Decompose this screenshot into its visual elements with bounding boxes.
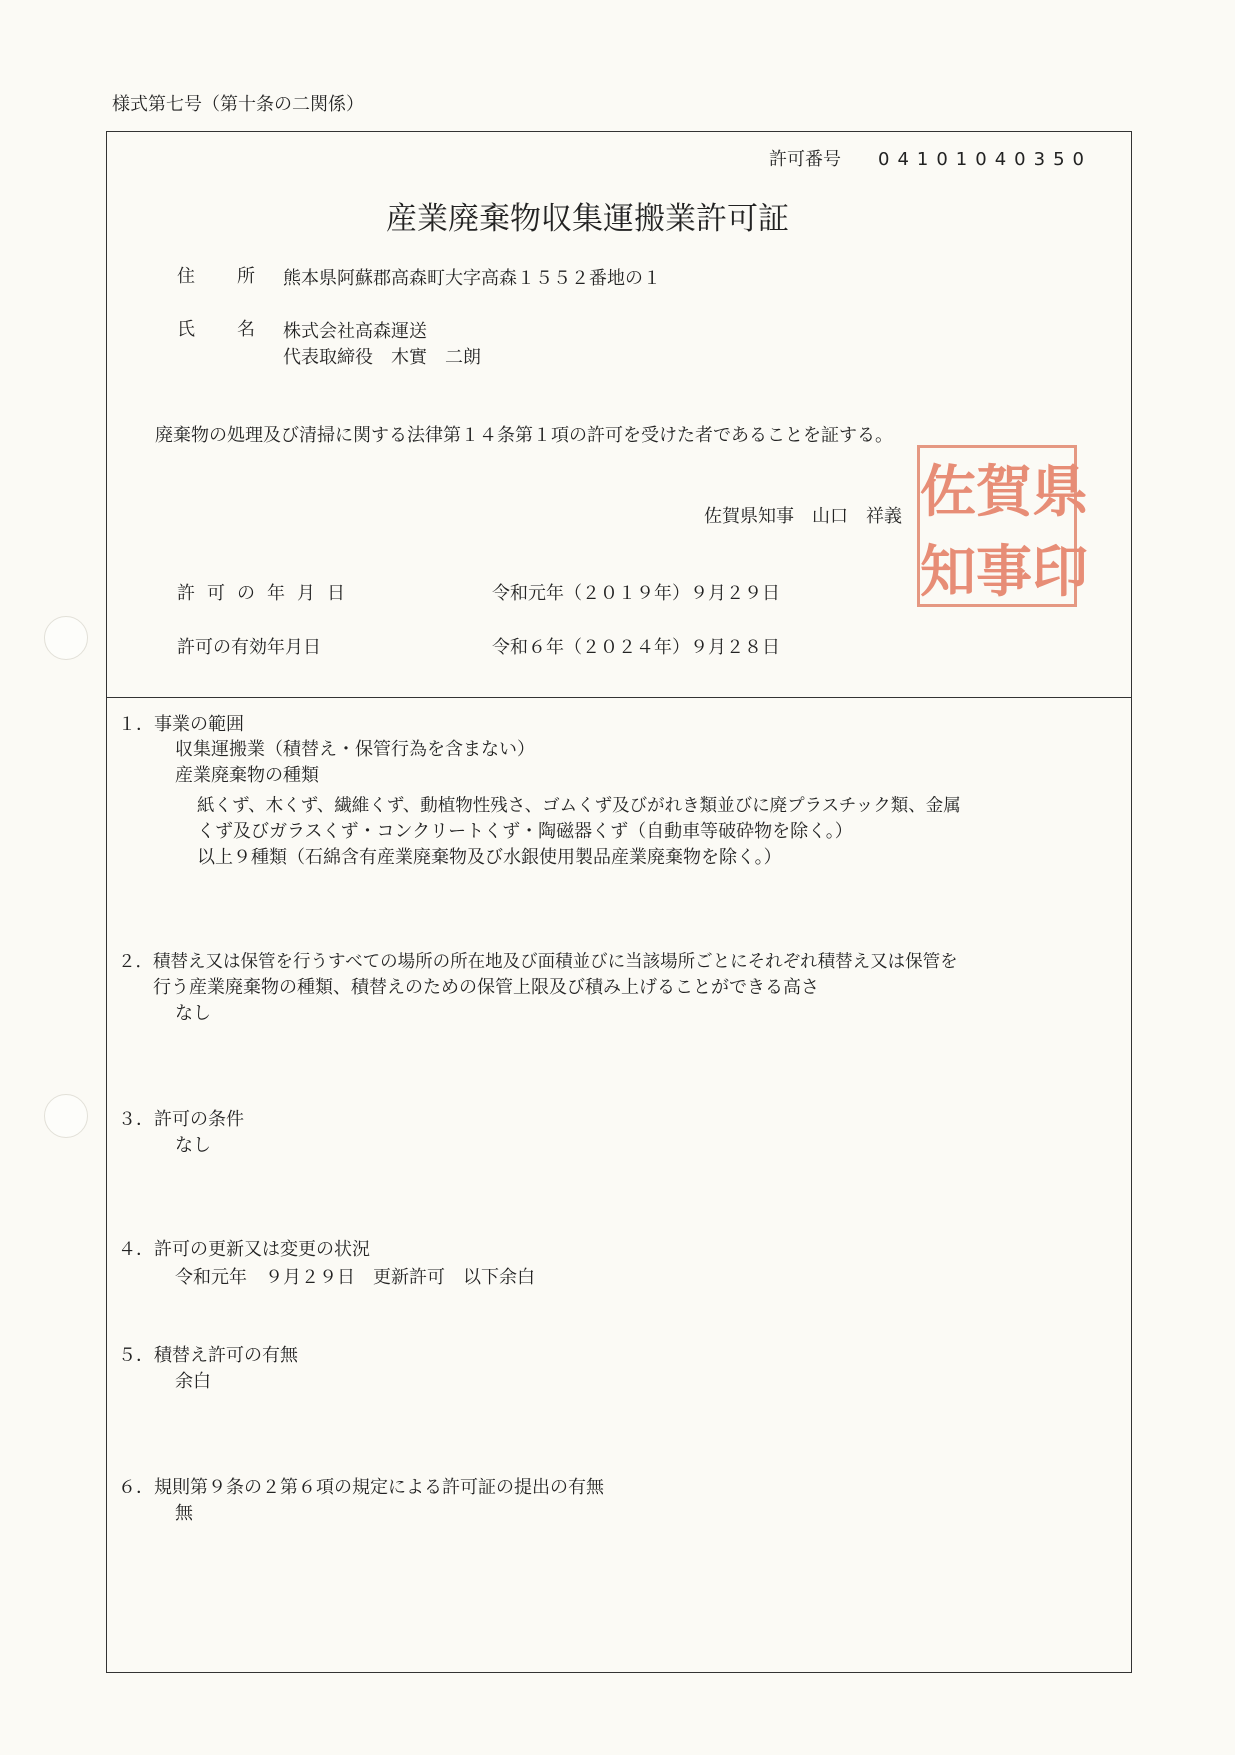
section-2-line: 行う産業廃棄物の種類、積替えのための保管上限及び積み上げることができる高さ <box>153 977 819 998</box>
certificate-frame <box>106 131 1132 1673</box>
section-1-line: 収集運搬業（積替え・保管行為を含まない） <box>175 739 535 760</box>
punch-hole <box>44 1094 88 1138</box>
section-2-line: なし <box>175 1003 211 1024</box>
permit-number: 04101040350 <box>878 149 1092 170</box>
section-6-line: 無 <box>175 1503 193 1524</box>
section-4-line: 令和元年 ９月２９日 更新許可 以下余白 <box>175 1267 535 1288</box>
section-1-line: 以上９種類（石綿含有産業廃棄物及び水銀使用製品産業廃棄物を除く。） <box>197 847 782 868</box>
company-name: 株式会社高森運送 <box>283 321 427 342</box>
seal-char: 県 <box>1032 459 1088 525</box>
permit-date-value: 令和元年（２０１９年）９月２９日 <box>492 583 780 604</box>
name-label: 氏 名 <box>177 319 267 340</box>
certification-statement: 廃棄物の処理及び清掃に関する法律第１４条第１項の許可を受けた者であることを証する。 <box>155 425 893 446</box>
seal-char: 事 <box>976 539 1032 605</box>
section-1-line: 紙くず、木くず、繊維くず、動植物性残さ、ゴムくず及びがれき類並びに廃プラスチック類、金属 <box>197 796 961 816</box>
section-3-heading: ３．許可の条件 <box>118 1109 244 1130</box>
valid-until-label: 許可の有効年月日 <box>177 637 321 658</box>
section-2-heading: ２．積替え又は保管を行うすべての場所の所在地及び面積並びに当該場所ごとにそれぞれ積替え又は保管を <box>118 952 958 972</box>
page-title: 産業廃棄物収集運搬業許可証 <box>386 201 789 237</box>
permit-date-label: 許可の年月日 <box>177 583 357 604</box>
section-divider <box>106 697 1132 698</box>
seal-char: 賀 <box>976 459 1032 525</box>
governor-seal <box>917 445 1088 607</box>
section-1-line: くず及びガラスくず・コンクリートくず・陶磁器くず（自動車等破砕物を除く。） <box>197 821 853 842</box>
seal-char: 知 <box>920 539 976 605</box>
valid-until-value: 令和６年（２０２４年）９月２８日 <box>492 637 780 658</box>
section-4-heading: ４．許可の更新又は変更の状況 <box>118 1239 370 1260</box>
address-label: 住 所 <box>177 266 267 287</box>
section-5-line: 余白 <box>175 1371 211 1392</box>
form-label: 様式第七号（第十条の二関係） <box>112 94 364 115</box>
section-5-heading: ５．積替え許可の有無 <box>118 1345 298 1366</box>
punch-hole <box>44 616 88 660</box>
section-1-line: 産業廃棄物の種類 <box>175 765 319 786</box>
address-value: 熊本県阿蘇郡高森町大字高森１５５２番地の１ <box>283 268 661 289</box>
section-1-heading: １．事業の範囲 <box>118 714 244 735</box>
section-6-heading: ６．規則第９条の２第６項の規定による許可証の提出の有無 <box>118 1477 604 1498</box>
seal-char: 佐 <box>920 459 976 525</box>
permit-number-label: 許可番号 <box>769 149 841 170</box>
seal-char: 印 <box>1032 539 1088 605</box>
section-3-line: なし <box>175 1135 211 1156</box>
representative-name: 代表取締役 木實 二朗 <box>283 347 481 368</box>
issuer: 佐賀県知事 山口 祥義 <box>704 506 902 527</box>
